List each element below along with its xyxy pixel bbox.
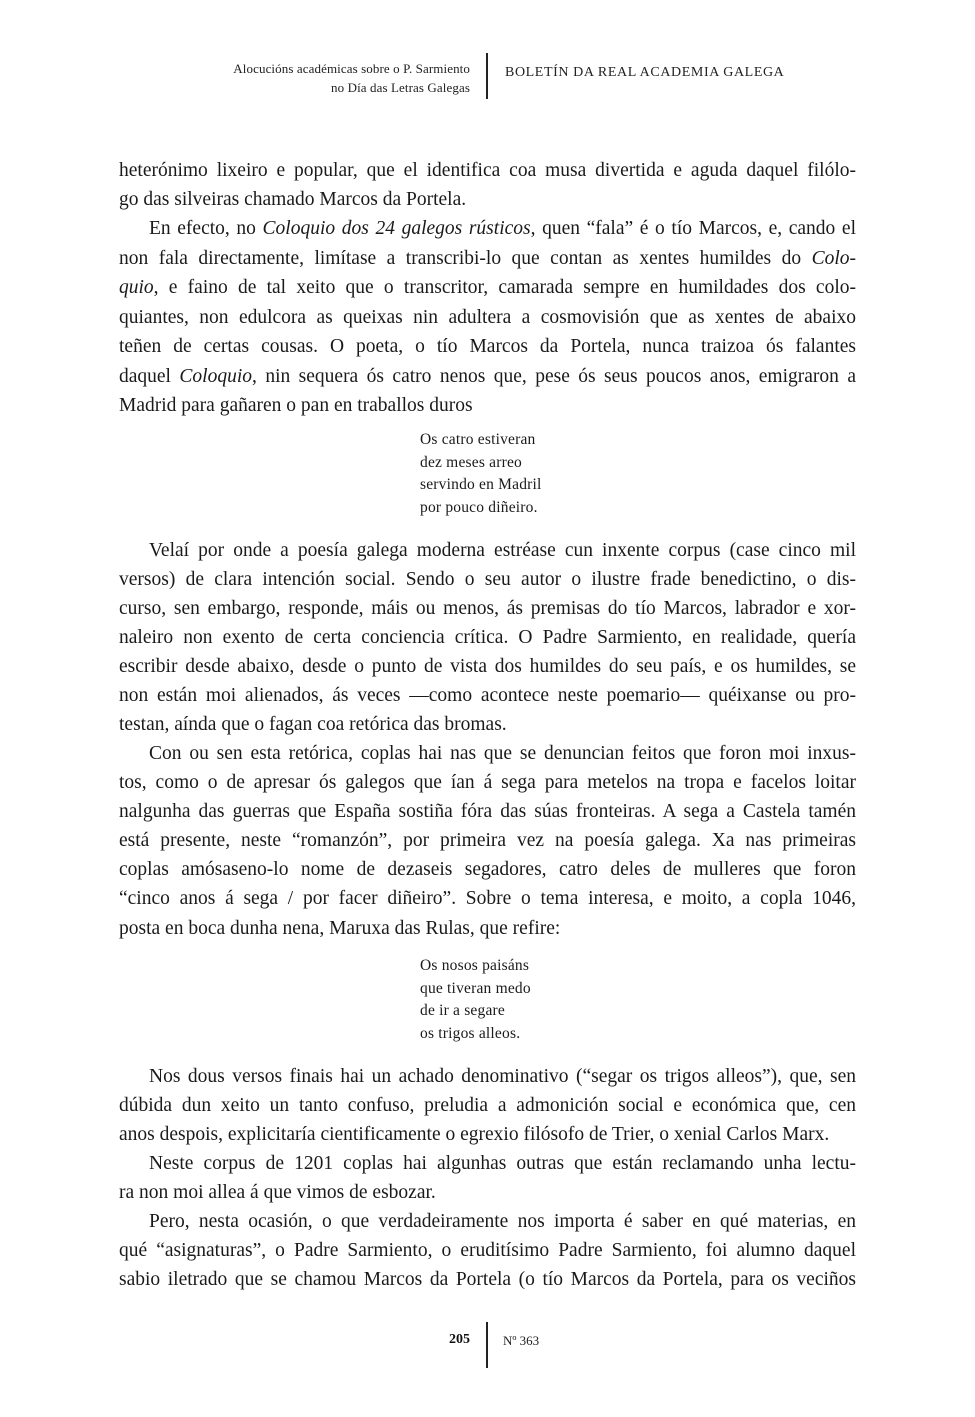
text-line — [119, 273, 856, 302]
text-span: qué “asignaturas”, o Padre Sarmiento, o eruditísimo Padre Sarmiento, foi alumno daquel — [119, 1240, 856, 1261]
text-span: posta en boca dunha nena, Maruxa das Rulas, que refire: — [119, 918, 561, 939]
text-line — [149, 1062, 856, 1091]
text-span: nalgunha das guerras que España sostiña fóra das súas fronteiras. A sega a Castela tamén — [119, 801, 856, 822]
text-span: está presente, neste “romanzón”, por primeira vez na poesía galega. Xa nas primeiras — [119, 830, 856, 851]
issue-number: Nº 363 — [503, 1333, 540, 1348]
text-line — [119, 391, 856, 420]
text-line — [119, 362, 856, 391]
verse-quote-1 — [420, 429, 542, 519]
italic-title: Coloquio dos 24 galegos rústicos — [262, 218, 531, 239]
text-span: naleiro non exento de certa conciencia crítica. O Padre Sarmiento, en realidade, quería — [119, 627, 856, 648]
text-line — [119, 185, 856, 214]
text-span: , nin sequera ós catro nenos que, pese ós seus poucos anos, emigraron a — [252, 366, 856, 387]
italic-title: Colo- — [811, 248, 856, 269]
italic-title: Coloquio — [179, 366, 253, 387]
text-span: daquel — [119, 366, 180, 387]
text-line — [149, 1149, 856, 1178]
text-span: Neste corpus de 1201 coplas hai algunhas outras que están reclamando unha lectu- — [149, 1153, 856, 1174]
header-divider — [486, 53, 488, 99]
text-span: versos) de clara intención social. Sendo o seu autor o ilustre frade benedictino, o dis- — [119, 569, 856, 590]
text-line — [119, 303, 856, 332]
text-line — [119, 1265, 856, 1294]
text-line — [119, 652, 856, 681]
text-line — [119, 710, 856, 739]
text-line — [119, 594, 856, 623]
text-line — [119, 826, 856, 855]
text-span: , e faino de tal xeito que o transcritor, camarada sempre en humildades dos colo- — [153, 277, 856, 298]
italic-title: quio — [119, 277, 154, 298]
verse-line: servindo en Madril — [420, 476, 542, 493]
text-span: ra non moi allea á que vimos de esbozar. — [119, 1182, 436, 1203]
text-line — [149, 214, 856, 243]
text-line — [119, 244, 856, 273]
text-span: , quen “fala” é o tío Marcos, e, cando el — [530, 218, 856, 239]
page-number: 205 — [449, 1332, 470, 1347]
header-section-title-line-2: no Día das Letras Galegas — [331, 80, 470, 95]
verse-line: Os catro estiveran — [420, 431, 536, 448]
text-span: tos, como o de apresar ós galegos que ían á sega para metelos na tropa e facelos loitar — [119, 772, 856, 793]
text-span: Pero, nesta ocasión, o que verdadeiramente nos importa é saber en qué materias, en — [149, 1211, 856, 1232]
text-span: Madrid para gañaren o pan en traballos duros — [119, 395, 473, 416]
text-span: Velaí por onde a poesía galega moderna estréase cun inxente corpus (case cinco mil — [149, 540, 856, 561]
text-line — [119, 623, 856, 652]
text-line — [119, 1120, 856, 1149]
text-line — [119, 332, 856, 361]
text-span: Con ou sen esta retórica, coplas hai nas que se denuncian feitos que foron moi inxus- — [149, 743, 856, 764]
journal-title: BOLETÍN DA REAL ACADEMIA GALEGA — [505, 65, 785, 80]
text-span: non fala directamente, limítase a transcribi-lo que contan as xentes humildes do — [119, 248, 812, 269]
running-footer — [0, 1310, 975, 1380]
text-span: teñen de certas cousas. O poeta, o tío Marcos da Portela, nunca traizoa ós falantes — [119, 336, 856, 357]
text-span: go das silveiras chamado Marcos da Portela. — [119, 189, 467, 210]
text-line — [149, 536, 856, 565]
text-span: non están moi alienados, ás veces —como acontece neste poemario— quéixanse ou pro- — [119, 685, 856, 706]
text-line — [119, 914, 856, 943]
verse-line: Os nosos paisáns — [420, 957, 530, 974]
text-line — [119, 797, 856, 826]
text-span: dúbida dun xeito un tanto confuso, preludia a admonición social e económica que, cen — [119, 1095, 856, 1116]
text-span: coplas amósaseno-lo nome de dezaseis segadores, catro deles de mulleres que foron — [119, 859, 856, 880]
header-section-title-line-1: Alocucións académicas sobre o P. Sarmiento — [233, 61, 470, 76]
text-line — [149, 739, 856, 768]
verse-line: dez meses arreo — [420, 453, 522, 471]
text-line — [119, 884, 856, 913]
footer-divider — [486, 1322, 488, 1368]
text-span: “cinco anos á sega / por facer diñeiro”. Sobre o tema interesa, e moito, a copla 1046, — [119, 888, 856, 909]
verse-line: os trigos alleos. — [420, 1024, 521, 1042]
verse-line: que tiveran medo — [420, 979, 531, 997]
text-span: escribir desde abaixo, desde o punto de vista dos humildes do seu país, e os humildes, se — [119, 656, 856, 677]
text-span: heterónimo lixeiro e popular, que el identifica coa musa divertida e aguda daquel filólo- — [119, 160, 856, 181]
text-span: quiantes, non edulcora as queixas nin adultera a cosmovisión que as xentes de abaixo — [119, 307, 856, 328]
text-span: sabio iletrado que se chamou Marcos da Portela (o tío Marcos da Portela, para os veciños — [119, 1269, 856, 1290]
text-span: Nos dous versos finais hai un achado denominativo (“segar os trigos alleos”), que, sen — [149, 1066, 856, 1087]
text-line — [119, 1236, 856, 1265]
text-span: testan, aínda que o fagan coa retórica das bromas. — [119, 714, 507, 735]
text-line — [149, 1207, 856, 1236]
text-line — [119, 768, 856, 797]
text-line — [119, 1178, 856, 1207]
verse-line: por pouco diñeiro. — [420, 498, 538, 516]
text-line — [119, 681, 856, 710]
text-span: En efecto, no — [149, 218, 263, 239]
verse-quote-2 — [420, 955, 531, 1045]
text-line — [119, 855, 856, 884]
verse-line: de ir a segare — [420, 1002, 505, 1019]
running-header — [0, 0, 975, 110]
text-line — [119, 1091, 856, 1120]
text-line — [119, 565, 856, 594]
text-span: anos despois, explicitaría cientificamente o egrexio filósofo de Trier, o xenial Carlos Marx. — [119, 1124, 830, 1145]
text-line — [119, 156, 856, 185]
header-section-title — [233, 59, 470, 97]
text-span: curso, sen embargo, responde, máis ou menos, ás premisas do tío Marcos, labrador e xor- — [119, 598, 856, 619]
